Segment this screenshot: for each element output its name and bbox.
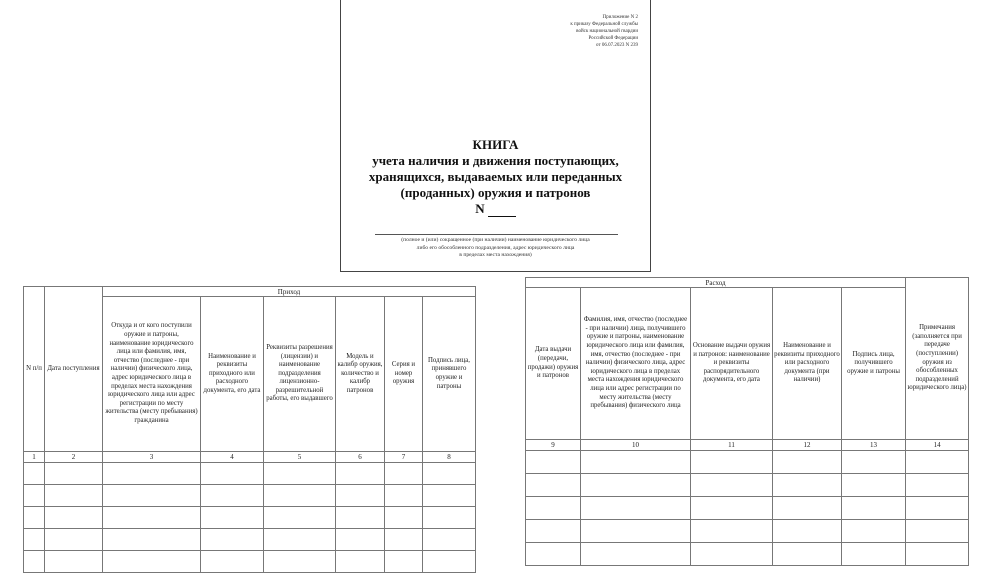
- title-line: КНИГА: [472, 137, 519, 152]
- title-line: (проданных) оружия и патронов: [400, 185, 591, 200]
- table-row: [526, 543, 969, 566]
- table-row: [24, 529, 476, 551]
- income-group-header: Приход: [103, 287, 476, 297]
- header-recipient: Фамилия, имя, отчество (последнее - при наличии) лица, получившего оружие и патроны, наименование юридического лица или фамилия, имя, отчество (последнее - при наличии) физического лица, адрес юридического лица в пределах места нахождения юридического лица или адрес регистрации по месту жительства (месту пребывания) физического лица: [581, 288, 691, 440]
- note-line: (полное и (или) сокращенное (при наличии) наименование юридического лица: [401, 237, 590, 243]
- book-cover-page: [340, 0, 651, 272]
- column-number: 4: [201, 452, 264, 463]
- header-recipient-signature: Подпись лица, получившего оружие и патроны: [842, 288, 906, 440]
- table-row: [24, 485, 476, 507]
- organization-note: [359, 237, 632, 260]
- header-model-caliber: Модель и калибр оружия, количество и калибр патронов: [336, 297, 385, 452]
- header-source: Откуда и от кого поступили оружие и патроны, наименование юридического лица или фамилия, имя, отчество (последнее - при наличии) физического лица, адрес юридического лица в пределах места нахождения юридического лица или адрес регистрации по месту жительства (месту пребывания) гражданина: [103, 297, 201, 452]
- title-line: хранящихся, выдаваемых или переданных: [368, 169, 623, 184]
- table-row: [24, 507, 476, 529]
- appendix-line: Российской Федерации: [588, 36, 638, 41]
- column-number: 7: [385, 452, 423, 463]
- column-number: 13: [842, 440, 906, 451]
- column-number: 3: [103, 452, 201, 463]
- book-title: [341, 137, 650, 217]
- table-row: [526, 520, 969, 543]
- header-receiver-signature: Подпись лица, принявшего оружие и патроны: [423, 297, 476, 452]
- table-row: [526, 451, 969, 474]
- column-number: 8: [423, 452, 476, 463]
- title-line: учета наличия и движения поступающих,: [372, 153, 619, 168]
- book-number-blank: [488, 205, 516, 217]
- header-notes: Примечания (заполняется при передаче (поступлении) оружия из обособленных подразделений юридического лица): [906, 278, 969, 440]
- column-number: 2: [45, 452, 103, 463]
- note-line: в пределах места нахождения): [459, 252, 532, 258]
- appendix-line: войск национальной гвардии: [576, 29, 638, 34]
- column-number: 11: [691, 440, 773, 451]
- column-number: 9: [526, 440, 581, 451]
- table-row: [526, 497, 969, 520]
- table-row: [526, 474, 969, 497]
- income-table: [23, 286, 476, 573]
- column-number: 12: [773, 440, 842, 451]
- column-number: 10: [581, 440, 691, 451]
- column-numbers-row: [526, 440, 969, 451]
- appendix-line: к приказу Федеральной службы: [570, 22, 638, 27]
- appendix-reference: [570, 14, 638, 49]
- header-document: Наименование и реквизиты приходного или расходного документа, его дата: [201, 297, 264, 452]
- table-row: [24, 463, 476, 485]
- appendix-line: от 06.07.2023 N 239: [596, 43, 638, 48]
- header-serial-number: Серия и номер оружия: [385, 297, 423, 452]
- organization-name-line: [375, 234, 618, 235]
- table-row: [24, 551, 476, 573]
- book-number-label: N: [475, 201, 485, 216]
- expense-table: [525, 277, 969, 566]
- column-number: 6: [336, 452, 385, 463]
- column-number: 1: [24, 452, 45, 463]
- expense-group-header: Расход: [526, 278, 906, 288]
- appendix-line: Приложение N 2: [602, 15, 638, 20]
- column-numbers-row: [24, 452, 476, 463]
- column-number: 14: [906, 440, 969, 451]
- header-receipt-date: Дата поступления: [45, 287, 103, 452]
- header-issue-date: Дата выдачи (передачи, продажи) оружия и патронов: [526, 288, 581, 440]
- header-row-number: N п/п: [24, 287, 45, 452]
- column-number: 5: [264, 452, 336, 463]
- header-license: Реквизиты разрешения (лицензии) и наименование подразделения лицензионно-разрешительной работы, его выдавшего: [264, 297, 336, 452]
- header-document: Наименование и реквизиты приходного или расходного документа (при наличии): [773, 288, 842, 440]
- header-issue-basis: Основание выдачи оружия и патронов: наименование и реквизиты распорядительного документа, его дата: [691, 288, 773, 440]
- note-line: либо его обособленного подразделения, адрес юридического лица: [416, 244, 575, 251]
- book-number: [341, 201, 650, 217]
